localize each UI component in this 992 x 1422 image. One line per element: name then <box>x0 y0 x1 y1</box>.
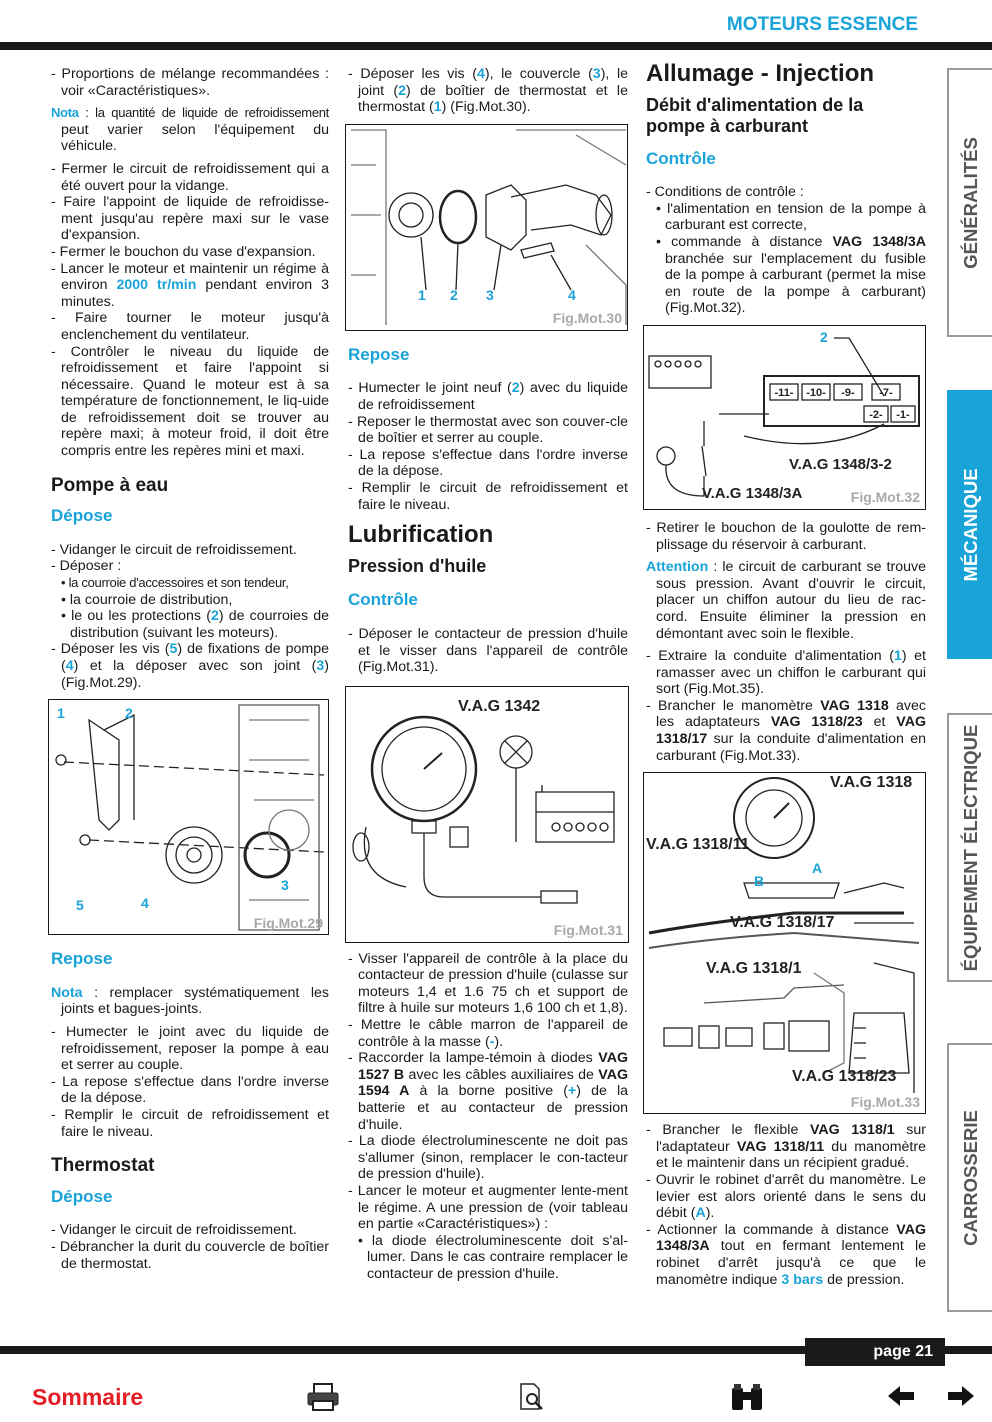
list-item: - Vidanger le circuit de refroidissement. <box>51 541 297 558</box>
fig29-label-3: 3 <box>281 877 289 894</box>
heading-debit-alimentation: Débit d'alimentation de la pompe à carburant <box>646 94 864 136</box>
list-item: - Déposer : <box>51 558 122 575</box>
heading-controle: Contrôle <box>348 590 418 610</box>
tab-carrosserie[interactable] <box>947 1043 992 1312</box>
heading-thermostat: Thermostat <box>51 1155 155 1177</box>
sub-item: • la courroie d'accessoires et son tendeur, <box>61 575 289 591</box>
top-rule <box>0 42 992 50</box>
figure-mot-29 <box>48 699 329 935</box>
fig33-label-b: B <box>754 873 765 890</box>
fuse-label: -2- <box>869 408 883 421</box>
list-item: - Humecter le joint avec du liquide de refroidissement, reposer la pompe à eau et serrer au couple. <box>51 1023 329 1074</box>
note: Nota : la quantité de liquide de refroidissement peut varier selon l'équipement du véhicule. <box>51 105 329 155</box>
fig29-label-4: 4 <box>141 895 149 912</box>
list-item: - Raccorder la lampe-témoin à diodes VAG 1527 B avec les câbles auxiliaires de VAG 1594 A à la borne positive (+) de la batterie et au contacteur de pression d'huile. <box>348 1050 628 1133</box>
list-item: - Faire tourner le moteur jusqu'à enclenchement du ventilateur. <box>51 310 329 343</box>
sub-item: • la diode électroluminescente doit s'al-lumer. Dans le cas contraire remplacer le contacteur de pression d'huile. <box>358 1232 628 1282</box>
arrow-left-icon[interactable] <box>886 1384 916 1413</box>
figure-mot-31 <box>345 686 629 943</box>
tab-label: ÉQUIPEMENT ÉLECTRIQUE <box>959 724 981 971</box>
column-3 <box>646 60 927 1288</box>
fig33-label-vag-1318-23: V.A.G 1318/23 <box>792 1068 897 1086</box>
tab-label: GÉNÉRALITÉS <box>959 136 981 269</box>
list-item: - Déposer le contacteur de pression d'huile et le visser dans l'appareil de contrôle (Fig.Mot.31). <box>348 625 628 676</box>
list-item: - Lancer le moteur et maintenir un régime à environ 2000 tr/min pendant environ 3 minutes. <box>51 260 329 310</box>
list-item: - Mettre le câble marron de l'appareil de contrôle à la masse (-). <box>348 1017 628 1050</box>
sub-item: • le ou les protections (2) de courroies de distribution (suivant les moteurs). <box>61 608 329 641</box>
sommaire-link[interactable]: Sommaire <box>32 1384 144 1410</box>
fig33-label-vag-1318-11: V.A.G 1318/11 <box>646 836 750 854</box>
fuse-remote-control-diagram <box>644 326 925 509</box>
fig29-label-5: 5 <box>76 897 84 914</box>
list-item: - La repose s'effectue dans l'ordre inverse de la dépose. <box>51 1073 329 1107</box>
fig32-label-vag-1348-3-2: V.A.G 1348/3-2 <box>789 455 892 473</box>
list-item: - Conditions de contrôle : <box>646 184 804 201</box>
tab-mecanique[interactable] <box>947 390 992 659</box>
page-number: page 21 <box>805 1338 945 1366</box>
list-item: - Extraire la conduite d'alimentation (1) et ramasser avec un chiffon le carburant qui sort (Fig.Mot.35). <box>646 648 927 698</box>
fuse-label: -9- <box>841 386 855 399</box>
heading-allumage-injection: Allumage - Injection <box>646 60 875 87</box>
figure-caption: Fig.Mot.29 <box>253 914 323 931</box>
list-item: - Actionner la commande à distance VAG 1348/3A tout en fermant lentement le robinet d'arrêt jusqu'à ce que le manomètre indique 3 bars de pression. <box>646 1221 926 1288</box>
fig30-label-3: 3 <box>486 286 494 303</box>
fuse-label: -11- <box>774 386 794 399</box>
figure-caption: Fig.Mot.32 <box>850 489 920 506</box>
fig30-label-1: 1 <box>418 286 426 303</box>
footer-nav <box>0 1378 992 1418</box>
list-item: - Humecter le joint neuf (2) avec du liquide de refroidissement <box>348 380 628 413</box>
fig30-label-2: 2 <box>450 286 458 303</box>
heading-depose: Dépose <box>51 1186 113 1206</box>
list-item: - Fermer le bouchon du vase d'expansion. <box>51 243 316 260</box>
heading-depose: Dépose <box>51 506 113 526</box>
tab-label: MÉCANIQUE <box>959 467 981 582</box>
pressure-gauge-diagram <box>644 773 925 1113</box>
fig32-label-2: 2 <box>820 328 828 345</box>
sub-item: • commande à distance VAG 1348/3A branchée sur l'emplacement du fusible de la pompe à carburant (permet la mise en route de la pompe à carburant) (Fig.Mot.32). <box>656 233 926 317</box>
fig33-label-a: A <box>812 860 823 877</box>
figure-caption: Fig.Mot.33 <box>850 1093 920 1110</box>
list-item: - Ouvrir le robinet d'arrêt du manomètre. Le levier est alors orienté dans le sens du débit (A). <box>646 1172 926 1222</box>
fuse-label: -7- <box>879 386 893 399</box>
printer-icon[interactable] <box>306 1382 340 1417</box>
list-item: - Visser l'appareil de contrôle à la place du contacteur de pression d'huile (culasse sur moteurs 1,4 et 1.6 75 ch et support de filtre à huile sur moteurs 1,6 100 ch et 1,8). <box>348 950 628 1017</box>
heading-lubrification: Lubrification <box>348 521 494 549</box>
tab-label: CARROSSERIE <box>959 1109 981 1246</box>
tab-generalites[interactable] <box>947 68 992 337</box>
list-item: - Faire l'appoint de liquide de refroidisse-ment jusqu'au repère maxi sur le vase d'expansion. <box>51 194 329 244</box>
fig33-label-vag-1318-1: V.A.G 1318/1 <box>706 960 802 978</box>
arrow-right-icon[interactable] <box>946 1384 976 1413</box>
heading-pompe-a-eau: Pompe à eau <box>51 474 169 496</box>
fig33-label-vag-1318-17: V.A.G 1318/17 <box>730 914 835 932</box>
warning-note: Attention : le circuit de carburant se trouve sous pression. Avant d'ouvrir le circuit, placer un chiffon autour du lieu de rac-cord. Ensuite éliminer la pression en démontant avec soin le flexible. <box>646 559 926 642</box>
fig33-label-vag-1318: V.A.G 1318 <box>830 774 913 792</box>
heading-pression-huile: Pression d'huile <box>348 555 487 576</box>
zoom-page-icon[interactable] <box>518 1382 546 1417</box>
fig29-label-1: 1 <box>57 705 65 722</box>
list-item: - Déposer les vis (5) de fixations de pompe (4) et la déposer avec son joint (3) (Fig.Mot.29). <box>51 641 329 691</box>
oil-pressure-tester-diagram <box>346 687 628 942</box>
figure-caption: Fig.Mot.30 <box>552 310 622 327</box>
list-item: - Débrancher la durit du couvercle de boîtier de thermostat. <box>51 1238 329 1272</box>
figure-mot-30 <box>345 124 628 331</box>
fig32-label-vag-1348-3a: V.A.G 1348/3A <box>702 484 803 502</box>
fig30-label-4: 4 <box>568 286 576 303</box>
list-item: - Contrôler le niveau du liquide de refroidissement et faire l'appoint si nécessaire. Quand le moteur est à sa température de fonctionnement, le liq-uide de refroidissement doit se trouver au repère maxi; à moteur froid, il doit être compris entre les repères mini et maxi. <box>51 343 329 460</box>
list-item: - Déposer les vis (4), le couvercle (3), le joint (2) de boîtier de thermostat et le thermostat (1) (Fig.Mot.30). <box>348 66 628 116</box>
thermostat-diagram <box>346 125 627 330</box>
list-item: - Fermer le circuit de refroidissement qui a été ouvert pour la vidange. <box>51 160 329 194</box>
paragraph: - Proportions de mélange recommandées : voir «Caractéristiques». <box>51 66 329 99</box>
list-item: - Reposer le thermostat avec son couver-cle de boîtier et serrer au couple. <box>348 413 628 447</box>
fig29-label-2: 2 <box>125 705 133 722</box>
sub-item: • l'alimentation en tension de la pompe à carburant est correcte, <box>656 200 926 234</box>
tab-equipement-electrique[interactable] <box>947 713 992 982</box>
list-item: - Vidanger le circuit de refroidissement. <box>51 1222 297 1239</box>
list-item: - La diode électroluminescente ne doit pas s'allumer (sinon, remplacer le con-tacteur de pression d'huile). <box>348 1133 628 1183</box>
list-item: - Remplir le circuit de refroidissement et faire le niveau. <box>348 479 628 513</box>
column-1 <box>51 66 329 1272</box>
figure-mot-33 <box>643 772 926 1114</box>
heading-controle: Contrôle <box>646 148 716 168</box>
section-title: MOTEURS ESSENCE <box>726 14 918 35</box>
fuse-label: -10- <box>806 386 826 399</box>
list-item: - La repose s'effectue dans l'ordre inverse de la dépose. <box>348 446 628 480</box>
binoculars-icon[interactable] <box>728 1382 766 1417</box>
water-pump-diagram <box>49 700 328 934</box>
figure-mot-32 <box>643 325 926 510</box>
list-item: - Remplir le circuit de refroidissement et faire le niveau. <box>51 1106 329 1140</box>
fuse-label: -1- <box>896 408 910 421</box>
sub-item: • la courroie de distribution, <box>61 591 233 608</box>
column-2 <box>348 66 628 1283</box>
fig31-title: V.A.G 1342 <box>458 697 541 715</box>
list-item: - Brancher le manomètre VAG 1318 avec les adaptateurs VAG 1318/23 et VAG 1318/17 sur la conduite d'alimentation en carburant (Fig.Mot.33). <box>646 697 926 764</box>
figure-caption: Fig.Mot.31 <box>553 922 623 939</box>
list-item: - Retirer le bouchon de la goulotte de rem-plissage du réservoir à carburant. <box>646 519 926 553</box>
heading-repose: Repose <box>348 344 410 364</box>
heading-repose: Repose <box>51 949 113 969</box>
note: Nota : remplacer systématiquement les joints et bagues-joints. <box>51 984 329 1018</box>
list-item: - Lancer le moteur et augmenter lente-ment le régime. A une pression de (voir tableau en partie «Caractéristiques») : <box>348 1183 628 1233</box>
list-item: - Brancher le flexible VAG 1318/1 sur l'adaptateur VAG 1318/11 du manomètre et le maintenir dans un récipient gradué. <box>646 1122 926 1172</box>
